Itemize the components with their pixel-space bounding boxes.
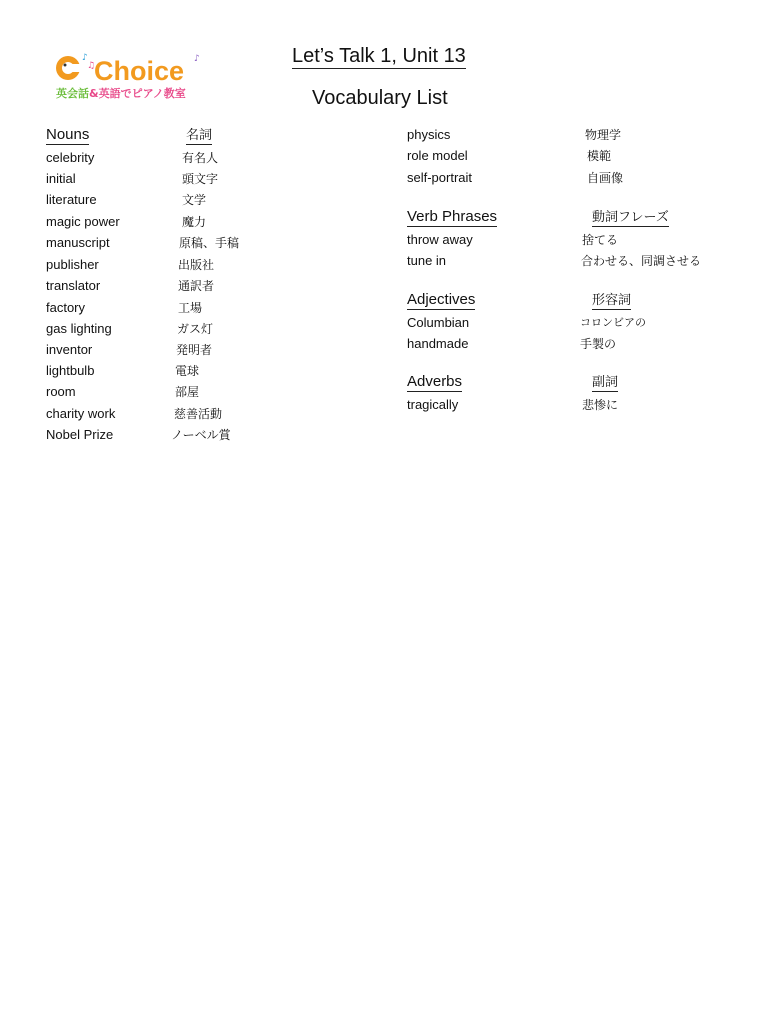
list-item: tragically: [407, 397, 459, 412]
list-item-ja: 電球: [175, 364, 200, 378]
adjectives-heading-ja: 形容詞: [592, 293, 632, 308]
list-item: physics: [407, 127, 451, 142]
list-item-ja: 捨てる: [582, 233, 619, 247]
logo-tagline: 英会話&英語でピアノ教室: [56, 87, 186, 100]
list-item-ja: 部屋: [175, 385, 200, 399]
list-item: celebrity: [46, 150, 95, 165]
list-item-ja: 通訳者: [178, 279, 215, 293]
list-item-ja: 発明者: [176, 343, 213, 357]
list-item: charity work: [46, 406, 116, 421]
adverbs-heading: Adverbs: [407, 373, 463, 390]
list-item: room: [46, 384, 76, 399]
logo-brand-text: Choice: [94, 56, 185, 86]
list-item-ja: 悲惨に: [582, 398, 619, 412]
list-item: lightbulb: [46, 363, 95, 378]
list-item: Nobel Prize: [46, 427, 114, 442]
list-item-ja: 自画像: [587, 171, 624, 185]
verb-phrases-heading-ja: 動詞フレーズ: [592, 210, 669, 225]
choice-logo: [54, 50, 214, 102]
svg-text:♪: ♪: [194, 54, 200, 64]
list-item-ja: 物理学: [585, 128, 622, 142]
choice-logo-mark: [54, 50, 214, 86]
adjectives-heading: Adjectives: [407, 291, 476, 308]
list-item: tune in: [407, 253, 447, 268]
adverbs-heading-ja: 副詞: [592, 375, 619, 390]
list-item: Columbian: [407, 315, 470, 330]
nouns-heading: Nouns: [46, 126, 90, 143]
list-item: throw away: [407, 232, 473, 247]
list-item-ja: 有名人: [182, 151, 219, 165]
page-title: Let’s Talk 1, Unit 13: [292, 45, 466, 67]
svg-text:♫: ♫: [87, 61, 96, 71]
svg-text:♪: ♪: [82, 53, 88, 63]
list-item-ja: ガス灯: [177, 322, 214, 336]
verb-phrases-heading: Verb Phrases: [407, 208, 498, 225]
list-item-ja: 出版社: [178, 258, 215, 272]
nouns-heading-ja: 名詞: [186, 128, 213, 143]
list-item-ja: 模範: [587, 149, 612, 163]
list-item: initial: [46, 171, 76, 186]
list-item: translator: [46, 278, 101, 293]
list-item: magic power: [46, 214, 120, 229]
list-item-ja: 原稿、手稿: [179, 236, 240, 250]
list-item-ja: 魔力: [182, 215, 207, 229]
list-item-ja: 合わせる、同調させる: [581, 254, 702, 268]
list-item: manuscript: [46, 235, 110, 250]
list-item-ja: コロンビアの: [580, 316, 646, 329]
list-item-ja: 文学: [182, 193, 207, 207]
list-item-ja: 手製の: [580, 337, 617, 351]
list-item: literature: [46, 192, 97, 207]
list-item-ja: 頭文字: [182, 172, 219, 186]
list-item: gas lighting: [46, 321, 112, 336]
list-item: publisher: [46, 257, 99, 272]
list-item-ja: 工場: [178, 301, 203, 315]
list-item: handmade: [407, 336, 469, 351]
page-subtitle: Vocabulary List: [312, 87, 448, 109]
list-item: role model: [407, 148, 468, 163]
list-item: self-portrait: [407, 170, 473, 185]
list-item: factory: [46, 300, 86, 315]
list-item-ja: 慈善活動: [174, 407, 223, 421]
list-item-ja: ノーベル賞: [171, 428, 231, 442]
list-item: inventor: [46, 342, 93, 357]
